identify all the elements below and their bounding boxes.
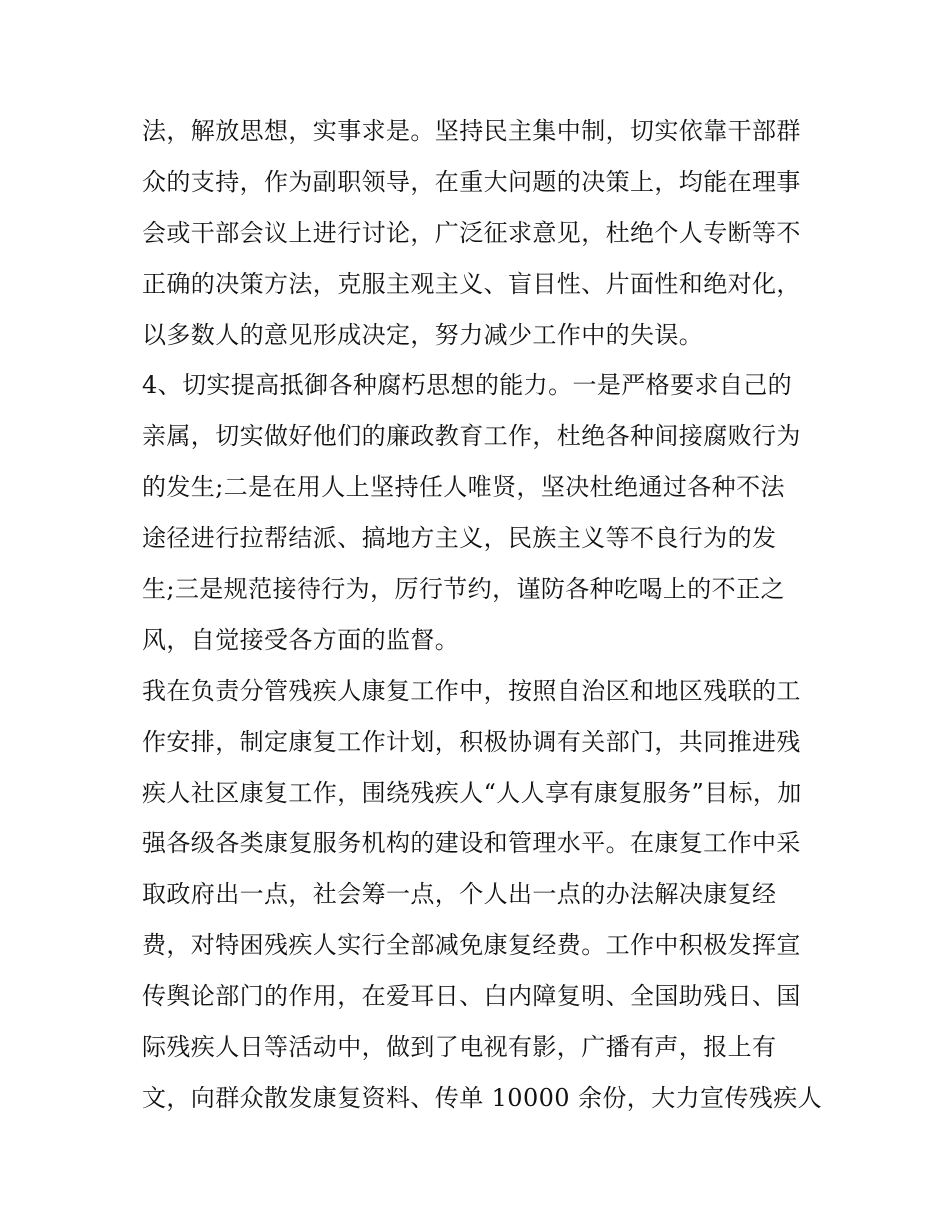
text-line: 生;三是规范接待行为，厉行节约，谨防各种吃喝上的不正之	[142, 575, 785, 604]
text-line: 途径进行拉帮结派、搞地方主义，民族主义等不良行为的发	[142, 524, 777, 553]
text-line: 际残疾人日等活动中，做到了电视有影，广播有声，报上有	[142, 1033, 777, 1062]
text-line: 我在负责分管残疾人康复工作中，按照自治区和地区残联的工	[142, 676, 801, 705]
text-line: 取政府出一点，社会筹一点，个人出一点的办法解决康复经	[142, 880, 777, 909]
text-line: 风，自觉接受各方面的监督。	[142, 625, 460, 654]
text-line: 作安排，制定康复工作计划，积极协调有关部门，共同推进残	[142, 727, 801, 756]
body-text	[142, 106, 822, 1124]
text-line: 法，解放思想，实事求是。坚持民主集中制，切实依靠干部群	[142, 117, 801, 145]
text-line: 传舆论部门的作用，在爱耳日、白内障复明、全国助残日、国	[142, 982, 801, 1011]
text-line: 的发生;二是在用人上坚持任人唯贤，坚决杜绝通过各种不法	[142, 473, 785, 502]
text-line: 费，对特困残疾人实行全部减免康复经费。工作中积极发挥宣	[142, 931, 801, 960]
text-line: 正确的决策方法，克服主观主义、盲目性、片面性和绝对化，	[142, 269, 801, 298]
text-line: 众的支持，作为副职领导，在重大问题的决策上，均能在理事	[142, 167, 801, 196]
text-line: 以多数人的意见形成决定，努力减少工作中的失误。	[142, 320, 704, 349]
text-line: 文，向群众散发康复资料、传单 10000 余份，大力宣传残疾人	[142, 1083, 823, 1112]
text-line: 疾人社区康复工作，围绕残疾人“人人享有康复服务”目标，加	[142, 778, 802, 807]
text-line: 会或干部会议上进行讨论，广泛征求意见，杜绝个人专断等不	[142, 218, 801, 247]
text-line: 4、切实提高抵御各种腐朽思想的能力。一是严格要求自己的	[142, 371, 793, 400]
text-line: 亲属，切实做好他们的廉政教育工作，杜绝各种间接腐败行为	[142, 422, 801, 451]
text-line: 强各级各类康复服务机构的建设和管理水平。在康复工作中采	[142, 829, 801, 858]
